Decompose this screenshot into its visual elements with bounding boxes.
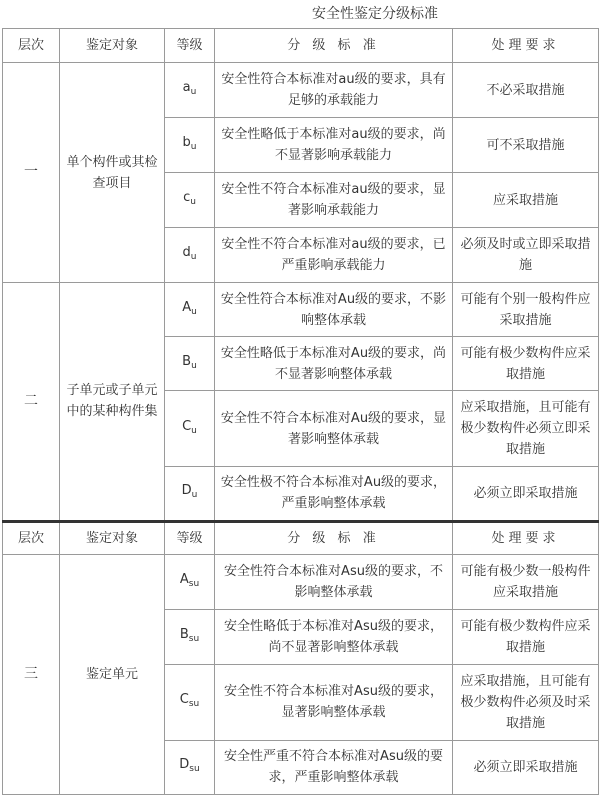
criteria-cell: 安全性不符合本标准对Au级的要求，显著影响整体承载 <box>215 391 453 467</box>
action-cell: 必须立即采取措施 <box>453 467 599 521</box>
action-cell: 应采取措施 <box>453 173 599 228</box>
action-cell: 必须及时或立即采取措施 <box>453 228 599 283</box>
grade-cell: $a_u$ <box>165 63 215 118</box>
grade-cell: $A_u$ <box>165 283 215 337</box>
criteria-cell: 安全性不符合本标准对Asu级的要求，显著影响整体承载 <box>215 664 453 740</box>
criteria-cell: 安全性符合本标准对au级的要求，具有足够的承载能力 <box>215 63 453 118</box>
level-cell: 一 <box>3 63 60 283</box>
action-cell: 应采取措施，且可能有极少数构件必须及时采取措施 <box>453 664 599 740</box>
grade-cell: $D_u$ <box>165 467 215 521</box>
header-action: 处理要求 <box>453 29 599 63</box>
table-row <box>3 554 599 609</box>
header-row <box>3 522 599 554</box>
grade-cell: $C_{su}$ <box>165 664 215 740</box>
grade-cell: $B_u$ <box>165 337 215 391</box>
action-cell: 可能有极少数构件应采取措施 <box>453 337 599 391</box>
header-action: 处理要求 <box>453 522 599 554</box>
object-cell: 单个构件或其检查项目 <box>60 63 165 283</box>
level-cell: 二 <box>3 283 60 521</box>
criteria-cell: 安全性严重不符合本标准对Asu级的要求，严重影响整体承载 <box>215 740 453 794</box>
grade-cell: $d_u$ <box>165 228 215 283</box>
header-row <box>3 29 599 63</box>
header-criteria: 分 级 标 准 <box>215 522 453 554</box>
table-title: 安全性鉴定分级标准 <box>312 6 438 22</box>
header-grade: 等级 <box>165 522 215 554</box>
grade-cell: $B_{su}$ <box>165 609 215 664</box>
criteria-cell: 安全性符合本标准对Asu级的要求，不影响整体承载 <box>215 554 453 609</box>
action-cell: 应采取措施，且可能有极少数构件必须立即采取措施 <box>453 391 599 467</box>
table-row <box>3 283 599 337</box>
header-grade: 等级 <box>165 29 215 63</box>
header-level: 层次 <box>3 522 60 554</box>
criteria-cell: 安全性不符合本标准对au级的要求，显著影响承载能力 <box>215 173 453 228</box>
header-level: 层次 <box>3 29 60 63</box>
criteria-cell: 安全性略低于本标准对Au级的要求，尚不显著影响整体承载 <box>215 337 453 391</box>
grade-cell: $D_{su}$ <box>165 740 215 794</box>
table-row <box>3 63 599 118</box>
criteria-cell: 安全性略低于本标准对au级的要求，尚不显著影响承载能力 <box>215 118 453 173</box>
grading-table-part-2 <box>2 521 599 795</box>
criteria-cell: 安全性极不符合本标准对Au级的要求，严重影响整体承载 <box>215 467 453 521</box>
action-cell: 必须立即采取措施 <box>453 740 599 794</box>
grading-table-part-1 <box>2 28 599 522</box>
criteria-cell: 安全性不符合本标准对au级的要求，已严重影响承载能力 <box>215 228 453 283</box>
grade-cell: $b_u$ <box>165 118 215 173</box>
action-cell: 可能有极少数一般构件应采取措施 <box>453 554 599 609</box>
level-cell: 三 <box>3 554 60 794</box>
header-criteria: 分 级 标 准 <box>215 29 453 63</box>
criteria-cell: 安全性略低于本标准对Asu级的要求，尚不显著影响整体承载 <box>215 609 453 664</box>
grade-cell: $C_u$ <box>165 391 215 467</box>
action-cell: 可能有极少数构件应采取措施 <box>453 609 599 664</box>
criteria-cell: 安全性符合本标准对Au级的要求，不影响整体承载 <box>215 283 453 337</box>
action-cell: 可不采取措施 <box>453 118 599 173</box>
grade-cell: $A_{su}$ <box>165 554 215 609</box>
grade-cell: $c_u$ <box>165 173 215 228</box>
header-object: 鉴定对象 <box>60 29 165 63</box>
action-cell: 可能有个别一般构件应采取措施 <box>453 283 599 337</box>
action-cell: 不必采取措施 <box>453 63 599 118</box>
header-object: 鉴定对象 <box>60 522 165 554</box>
object-cell: 鉴定单元 <box>60 554 165 794</box>
object-cell: 子单元或子单元中的某种构件集 <box>60 283 165 521</box>
